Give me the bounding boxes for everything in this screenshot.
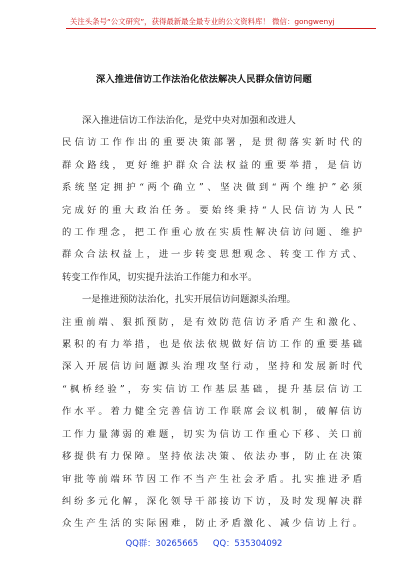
footer-qq-group: QQ群：30265665	[125, 538, 199, 548]
header-divider	[66, 28, 376, 29]
body-line: 一是推进预防法治化，扎实开展信访问题源头治理。	[82, 294, 296, 306]
body-line: 众生产生活的实际困难，防止矛盾激化、减少信访上行。	[62, 518, 362, 530]
body-line: 群众合法权益上，进一步转变思想观念、转变工作方式、	[62, 249, 362, 261]
body-line: 完成好的重大政治任务。要始终秉持“人民信访为人民”	[62, 204, 362, 216]
body-line: 注重前端、狠抓预防，是有效防范信访矛盾产生和激化、	[62, 316, 362, 328]
body-line: “枫桥经验”，夯实信访工作基层基础，提升基层信访工	[62, 383, 362, 395]
body-line: 工作力量薄弱的难题，切实为信访工作重心下移、关口前	[62, 428, 362, 440]
body-line: 的工作理念，把工作重心放在实质性解决信访问题、维护	[62, 227, 362, 239]
body-line: 深入推进信访工作法治化，是党中央对加强和改进人	[82, 115, 296, 126]
footer-qq-number: QQ：535304092	[212, 538, 283, 548]
document-title: 深入推进信访工作法治化依法解决人民群众信访问题	[96, 74, 312, 85]
body-line: 民信访工作作出的重要决策部署，是贯彻落实新时代的	[62, 137, 362, 149]
body-line: 作水平。着力健全完善信访工作联席会议机制，破解信访	[62, 406, 362, 418]
body-line: 累积的有力举措，也是依法依规做好信访工作的重要基础	[62, 339, 362, 351]
footer-contact	[0, 537, 408, 549]
body-line: 纠纷多元化解，深化领导干部接访下访，及时发现解决群	[62, 495, 362, 507]
header-notice: 关注头条号“公文研究”，获得最新最全最专业的公文资料库！ 微信：gongwenyj	[70, 17, 335, 26]
body-line: 深入开展信访问题源头治理攻坚行动，坚持和发展新时代	[62, 361, 362, 373]
body-line: 群众路线，更好维护群众合法权益的重要举措，是信访	[62, 159, 362, 171]
document-body	[62, 110, 362, 536]
body-line: 系统坚定拥护“两个确立”、坚决做到“两个维护”必须	[62, 182, 362, 194]
body-line: 移提供有力保障。坚持依法决策、依法办事，防止在决策	[62, 451, 362, 463]
body-line: 转变工作作风，切实提升法治工作能力和水平。	[62, 271, 258, 283]
body-line: 审批等前端环节因工作不当产生社会矛盾。扎实推进矛盾	[62, 473, 362, 485]
